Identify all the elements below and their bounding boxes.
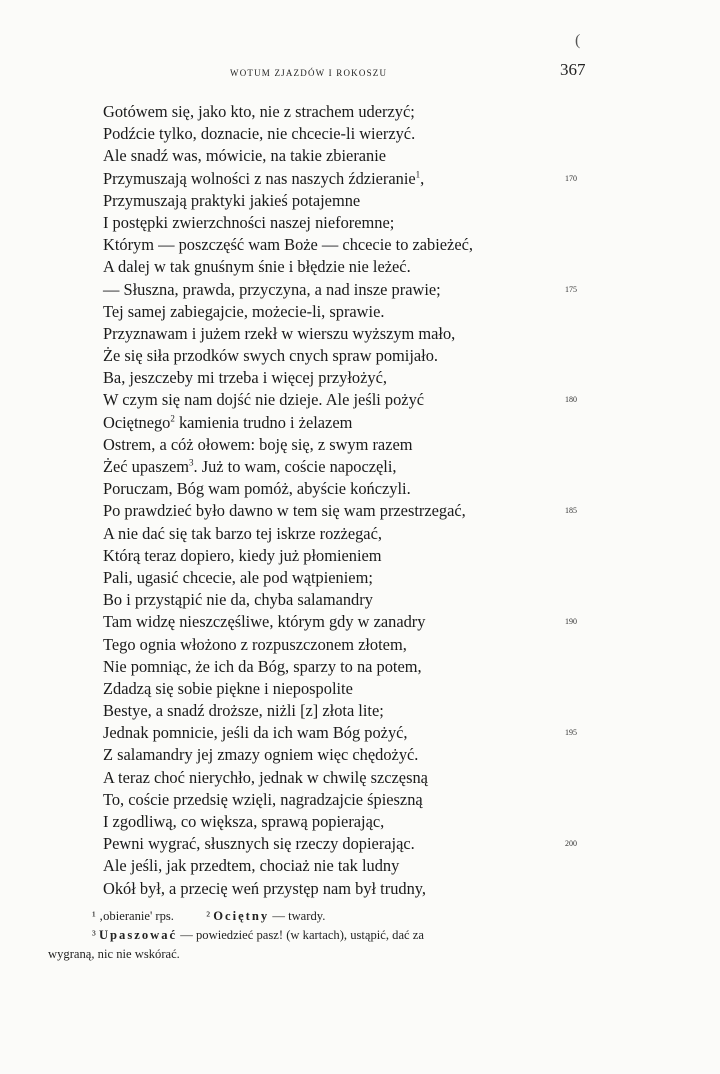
verse-line: [103, 412, 583, 434]
verse-line: [103, 634, 583, 656]
verse-line: [103, 301, 583, 323]
verse-text: Którą teraz dopiero, kiedy już płomieniem: [103, 545, 382, 565]
verse-line: [103, 811, 583, 833]
verse-text: Przymuszają praktyki jakieś potajemne: [103, 190, 361, 210]
verse-text: Okół był, a przecię weń przystęp nam był trudny,: [103, 878, 427, 898]
verse-line-text: [103, 589, 373, 611]
verse-line-text: [103, 412, 352, 434]
line-number: 180: [565, 395, 577, 405]
footnote-2-mark: ²: [206, 909, 211, 923]
verse-line-text: [103, 545, 382, 567]
verse-line-text: [103, 168, 424, 190]
verse-line: [103, 611, 583, 633]
page-number: 367: [560, 60, 586, 79]
verse-text-after-ref: kamienia trudno i żelazem: [174, 412, 353, 432]
verse-line: [103, 589, 583, 611]
verse-line: [103, 168, 583, 190]
verse-line-text: [103, 678, 353, 700]
verse-text: Podźcie tylko, doznacie, nie chcecie-li wierzyć.: [103, 124, 416, 144]
verse-line-text: [103, 279, 441, 301]
verse-line: [103, 101, 583, 123]
verse-text: Pewni wygrać, słusznych się rzeczy dopierając.: [103, 834, 415, 854]
verse-text: Ociętnego: [103, 412, 171, 432]
footnote-line-3-continued: wygraną, nic nie wskórać.: [48, 947, 180, 961]
verse-line: [103, 456, 583, 478]
verse-text: Zdadzą się sobie piękne i niepospolite: [103, 678, 353, 698]
verse-line: [103, 234, 583, 256]
verse-line: [103, 212, 583, 234]
verse-text: Tam widzę nieszczęśliwe, którym gdy w zanadry: [103, 612, 426, 632]
verse-text-after-ref: ,: [420, 168, 425, 188]
verse-line-text: [103, 523, 382, 545]
verse-line-text: [103, 811, 384, 833]
footnote-3-text: — powiedzieć pasz! (w kartach), ustąpić, dać za: [180, 928, 424, 942]
verse-text: Tej samej zabiegajcie, możecie-li, sprawie.: [103, 301, 385, 321]
verse-text: A nie dać się tak barzo tej iskrze rozżegać,: [103, 523, 382, 543]
verse-line-text: [103, 634, 407, 656]
verse-line: [103, 744, 583, 766]
verse-line: [103, 656, 583, 678]
verse-text: Przyznawam i jużem rzekł w wierszu wyższym mało,: [103, 323, 456, 343]
verse-text: To, coście przedsię wzięli, nagradzajcie śpieszną: [103, 789, 423, 809]
verse-text: Tego ognia włożono z rozpuszczonem złotem,: [103, 634, 407, 654]
line-number: 190: [565, 617, 577, 627]
verse-line-text: [103, 744, 418, 766]
verse-line: [103, 523, 583, 545]
verse-text: Żeć upaszem: [103, 457, 190, 476]
verse-line: [103, 767, 583, 789]
verse-line-text: [103, 190, 360, 212]
footnote-1-text: ‚obieranie' rps.: [98, 909, 174, 923]
verse-line-text: [103, 301, 384, 323]
verse-line: [103, 478, 583, 500]
verse-line-text: [103, 212, 394, 234]
verse-text: Bo i przystąpić nie da, chyba salamandry: [103, 590, 373, 610]
verse-line-text: [103, 833, 415, 855]
footnote-3-mark: ³: [92, 928, 96, 942]
verse-line: [103, 855, 583, 877]
verse-line: [103, 678, 583, 700]
line-number: 185: [565, 506, 577, 516]
verse-text: Gotówem się, jako kto, nie z strachem uderzyć;: [103, 102, 415, 121]
verse-block: [103, 101, 583, 900]
footnote-1-mark: ¹: [92, 909, 96, 923]
verse-line-text: [103, 145, 386, 167]
verse-text: Poruczam, Bóg wam pomóż, abyście kończyli.: [103, 479, 411, 499]
verse-line-text: [103, 434, 413, 456]
verse-line-text: [103, 656, 422, 678]
verse-line-text: [103, 478, 411, 500]
verse-line-text: [103, 234, 473, 256]
corner-mark: (: [575, 32, 581, 49]
running-head: WOTUM ZJAZDÓW I ROKOSZU: [230, 68, 388, 78]
verse-line: [103, 722, 583, 744]
footnote-2-text: — twardy.: [272, 909, 326, 923]
verse-line: [103, 545, 583, 567]
verse-text: Ostrem, a cóż ołowem: boję się, z swym razem: [103, 434, 413, 454]
verse-text: Bestye, a snadź droższe, niżli [z] złota lite;: [103, 701, 384, 721]
verse-line: [103, 434, 583, 456]
verse-line-text: [103, 256, 411, 278]
verse-text: — Słuszna, prawda, przyczyna, a nad insze prawie;: [103, 279, 441, 299]
verse-line-text: [103, 367, 387, 389]
verse-text: Ale snadź was, mówicie, na takie zbieranie: [103, 146, 387, 166]
verse-line-text: [103, 456, 397, 478]
footnote-3-term: Upaszować: [98, 928, 178, 942]
verse-line: [103, 123, 583, 145]
verse-line: [103, 567, 583, 589]
line-number: 200: [565, 839, 577, 849]
verse-line: [103, 878, 583, 900]
verse-text: Po prawdzieć było dawno w tem się wam przestrzegać,: [103, 501, 466, 521]
verse-text: Ale jeśli, jak przedtem, chociaż nie tak ludny: [103, 856, 400, 876]
verse-line-text: [103, 567, 373, 589]
verse-line: [103, 833, 583, 855]
verse-text: Którym — poszczęść wam Boże — chcecie to zabieżeć,: [103, 235, 473, 255]
verse-line: [103, 700, 583, 722]
verse-line-text: [103, 789, 423, 811]
verse-text: Ba, jeszczeby mi trzeba i więcej przyłożyć,: [103, 368, 387, 388]
verse-line: [103, 367, 583, 389]
verse-line: [103, 190, 583, 212]
footnote-reference: 1: [415, 169, 421, 180]
verse-line: [103, 256, 583, 278]
verse-line-text: [103, 700, 384, 722]
verse-text: Z salamandry jej zmazy ogniem więc chędożyć.: [103, 745, 419, 765]
verse-line-text: [103, 389, 424, 411]
verse-text: Jednak pomnicie, jeśli da ich wam Bóg pożyć,: [103, 723, 408, 743]
verse-text: Przymuszają wolności z nas naszych ździeranie: [103, 168, 416, 188]
verse-text: I postępki zwierzchności naszej nieforemne;: [103, 212, 395, 232]
verse-text: Nie pomniąc, że ich da Bóg, sparzy to na potem,: [103, 656, 422, 676]
line-number: 175: [565, 284, 577, 294]
verse-text: I zgodliwą, co większa, sprawą popierając,: [103, 812, 385, 831]
line-number: 195: [565, 728, 577, 738]
verse-line-text: [103, 611, 425, 633]
verse-text-after-ref: . Już to wam, coście napoczęli,: [193, 457, 397, 476]
verse-line: [103, 345, 583, 367]
footnote-2-term: Ociętny: [213, 909, 270, 923]
verse-line-text: [103, 123, 415, 145]
verse-text: W czym się nam dojść nie dzieje. Ale jeśli pożyć: [103, 390, 425, 410]
verse-line: [103, 789, 583, 811]
footnote-reference: 3: [189, 457, 194, 468]
verse-text: Że się siła przodków swych cnych spraw pomijało.: [103, 346, 439, 366]
verse-line: [103, 279, 583, 301]
verse-line-text: [103, 500, 466, 522]
verse-line-text: [103, 722, 408, 744]
verse-line-text: [103, 855, 399, 877]
verse-line-text: [103, 323, 455, 345]
footnote-reference: 2: [170, 413, 175, 424]
verse-text: A dalej w tak gnuśnym śnie i błędzie nie leżeć.: [103, 257, 411, 277]
footnote-line-3: [48, 926, 588, 945]
verse-line-text: [103, 345, 438, 367]
verse-line-text: [103, 878, 426, 900]
verse-line: [103, 145, 583, 167]
verse-line: [103, 323, 583, 345]
verse-line: [103, 389, 583, 411]
footnotes: [48, 907, 588, 964]
verse-line-text: [103, 767, 428, 789]
verse-text: A teraz choć nierychło, jednak w chwilę szczęsną: [103, 767, 428, 787]
verse-line: [103, 500, 583, 522]
verse-line-text: [103, 101, 415, 123]
line-number: 170: [565, 173, 577, 183]
footnote-line-1: [48, 907, 588, 926]
verse-text: Pali, ugasić chcecie, ale pod wątpieniem;: [103, 567, 373, 587]
